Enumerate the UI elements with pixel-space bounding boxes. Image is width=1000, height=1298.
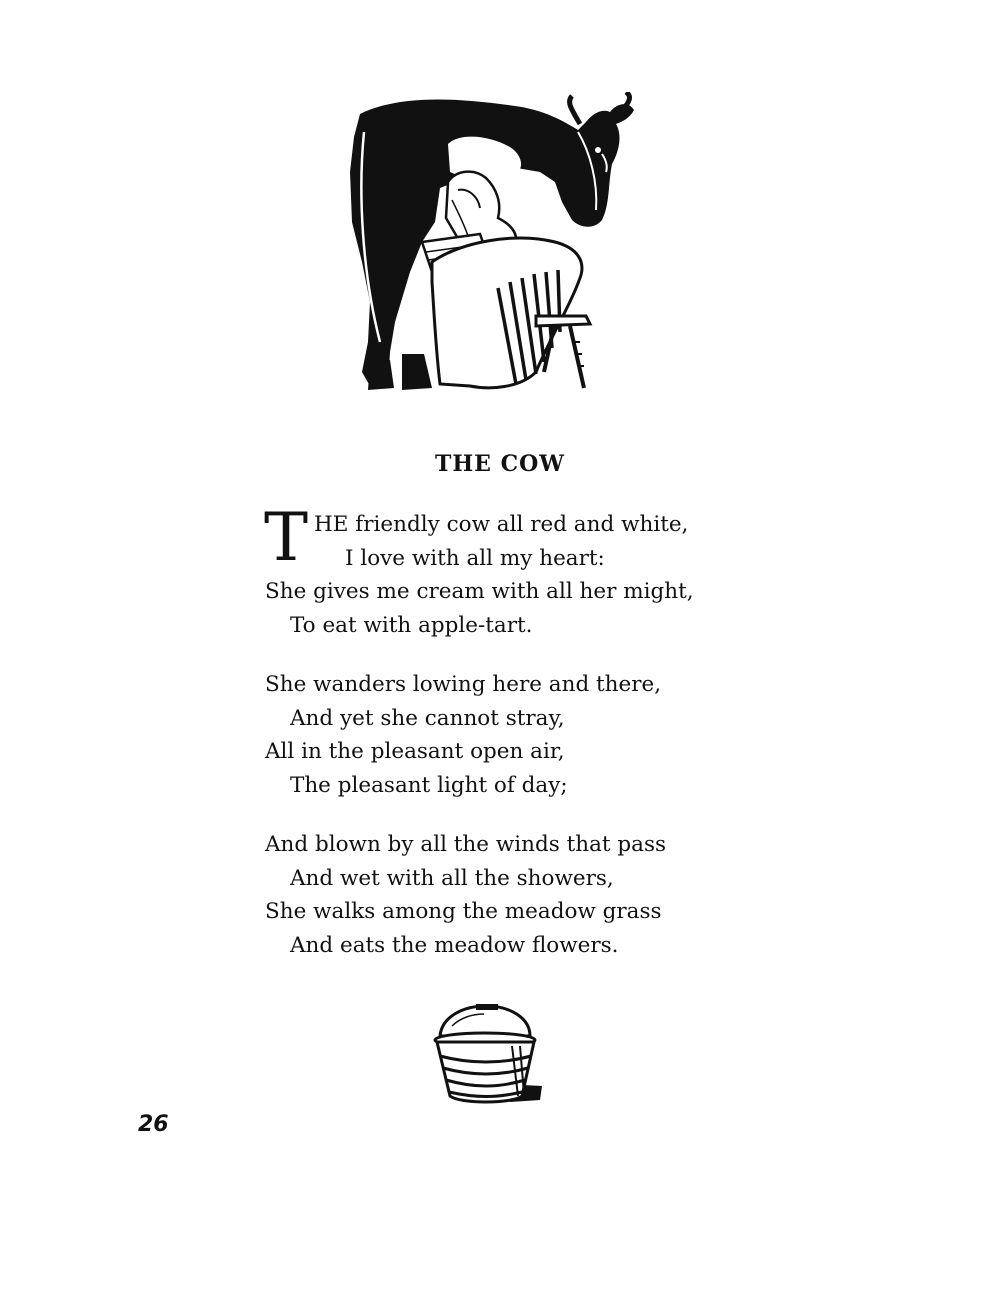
poem-line: HE friendly cow all red and white, xyxy=(314,512,689,537)
stanza-2 xyxy=(265,668,785,802)
stanza-1 xyxy=(264,499,785,642)
stanza-3 xyxy=(265,828,785,962)
page-title: THE COW xyxy=(435,451,565,477)
drop-cap: T xyxy=(264,499,309,576)
poem xyxy=(264,499,785,988)
poem-line: And eats the meadow flowers. xyxy=(290,932,619,958)
page-number: 26 xyxy=(138,1112,169,1137)
milk-pail-icon xyxy=(430,1000,546,1108)
poem-line: She walks among the meadow grass xyxy=(265,899,662,924)
cow-and-milkmaid-icon xyxy=(340,92,640,394)
poem-line: And wet with all the showers, xyxy=(290,865,614,891)
poem-line: She gives me cream with all her might, xyxy=(265,579,694,604)
poem-line: To eat with apple-tart. xyxy=(290,612,533,638)
poem-line: I love with all my heart: xyxy=(345,545,605,571)
poem-line: She wanders lowing here and there, xyxy=(265,672,662,697)
poem-line: All in the pleasant open air, xyxy=(265,739,565,764)
poem-line: And yet she cannot stray, xyxy=(290,705,565,731)
poem-line: The pleasant light of day; xyxy=(290,772,568,798)
poem-line: And blown by all the winds that pass xyxy=(265,832,667,857)
